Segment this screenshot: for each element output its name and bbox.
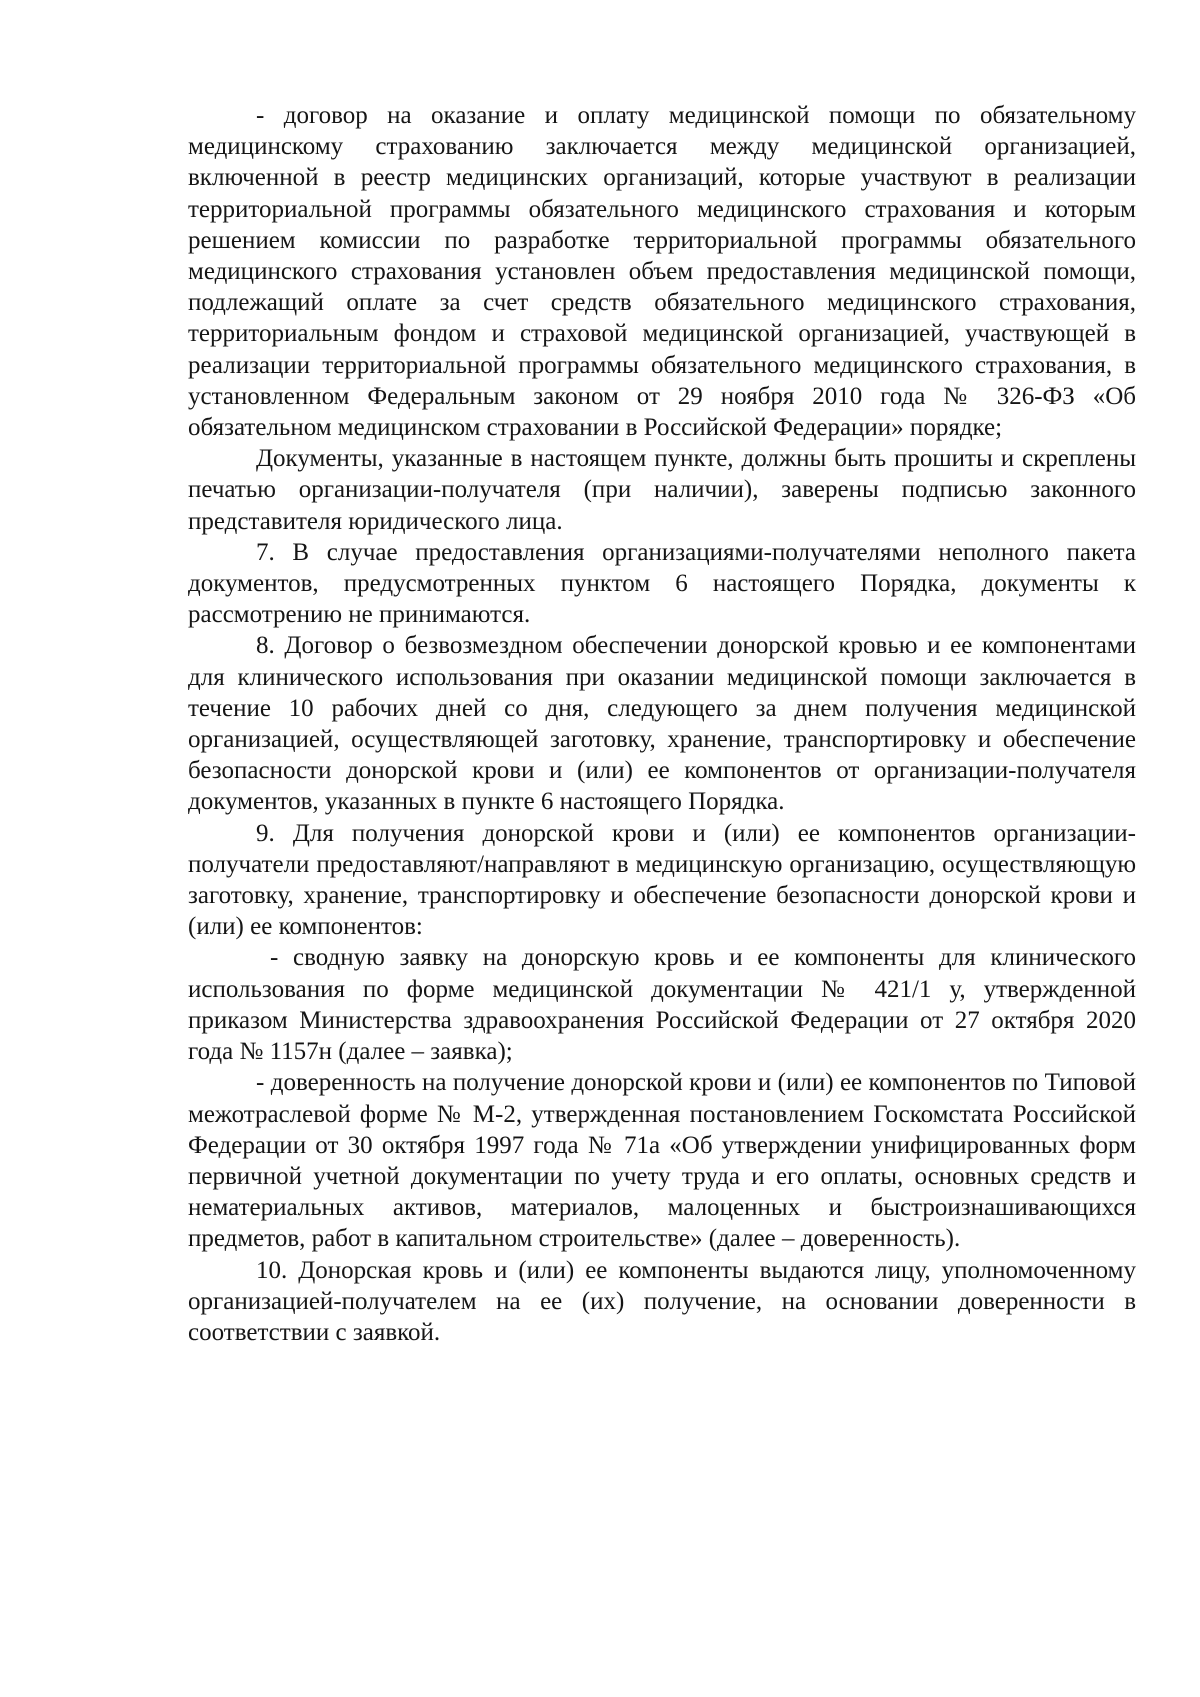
paragraph-insurance-contract: - договор на оказание и оплату медицинской помощи по обязательному медицинскому страхованию заключается между медицинской организацией, включенной в реестр медицинских организаций, которые участвуют в реализации территориальной программы обязательного медицинского страхования и которым решением комиссии по разработке территориальной программы обязательного медицинского страхования установлен объем предоставления медицинской помощи, подлежащий оплате за счет средств обязательного медицинского страхования, территориальным фондом и страховой медицинской организацией, участвующей в реализации территориальной программы обязательного медицинского страхования, в установленном Федеральным законом от 29 ноября 2010 года № 326-ФЗ «Об обязательном медицинском страховании в Российской Федерации» порядке; (188, 102, 1136, 442)
paragraph-documents-sealed: Документы, указанные в настоящем пункте, должны быть прошиты и скреплены печатью организации-получателя (при наличии), заверены подписью законного представителя юридического лица. (188, 445, 1136, 535)
paragraph-summary-request: - сводную заявку на донорскую кровь и ее компоненты для клинического использования по форме медицинской документации № 421/1 у, утвержденной приказом Министерства здравоохранения Российской Федерации от 27 октября 2020 года № 1157н (далее – заявка); (188, 944, 1136, 1066)
paragraph-power-of-attorney: - доверенность на получение донорской крови и (или) ее компонентов по Типовой межотраслевой форме № М-2, утвержденная постановлением Госкомстата Российской Федерации от 30 октября 1997 года № 71а «Об утверждении унифицированных форм первичной учетной документации по учету труда и его оплаты, основных средств и нематериальных активов, материалов, малоценных и быстроизнашивающихся предметов, работ в капитальном строительстве» (далее – доверенность). (188, 1069, 1136, 1253)
paragraph-item-10: 10. Донорская кровь и (или) ее компоненты выдаются лицу, уполномоченному организацией-получателем на ее (их) получение, на основании доверенности в соответствии с заявкой. (188, 1256, 1136, 1346)
paragraph-item-8: 8. Договор о безвозмездном обеспечении донорской кровью и ее компонентами для клинического использования при оказании медицинской помощи заключается в течение 10 рабочих дней со дня, следующего за днем получения медицинской организацией, осуществляющей заготовку, хранение, транспортировку и обеспечение безопасности донорской крови и (или) ее компонентов от организации-получателя документов, указанных в пункте 6 настоящего Порядка. (188, 632, 1136, 816)
paragraph-item-9: 9. Для получения донорской крови и (или) ее компонентов организации-получатели предоставляют/направляют в медицинскую организацию, осуществляющую заготовку, хранение, транспортировку и обеспечение безопасности донорской крови и (или) ее компонентов: (188, 819, 1136, 941)
paragraph-item-7: 7. В случае предоставления организациями-получателями неполного пакета документов, предусмотренных пунктом 6 настоящего Порядка, документы к рассмотрению не принимаются. (188, 538, 1136, 629)
document-body (188, 100, 1136, 1348)
